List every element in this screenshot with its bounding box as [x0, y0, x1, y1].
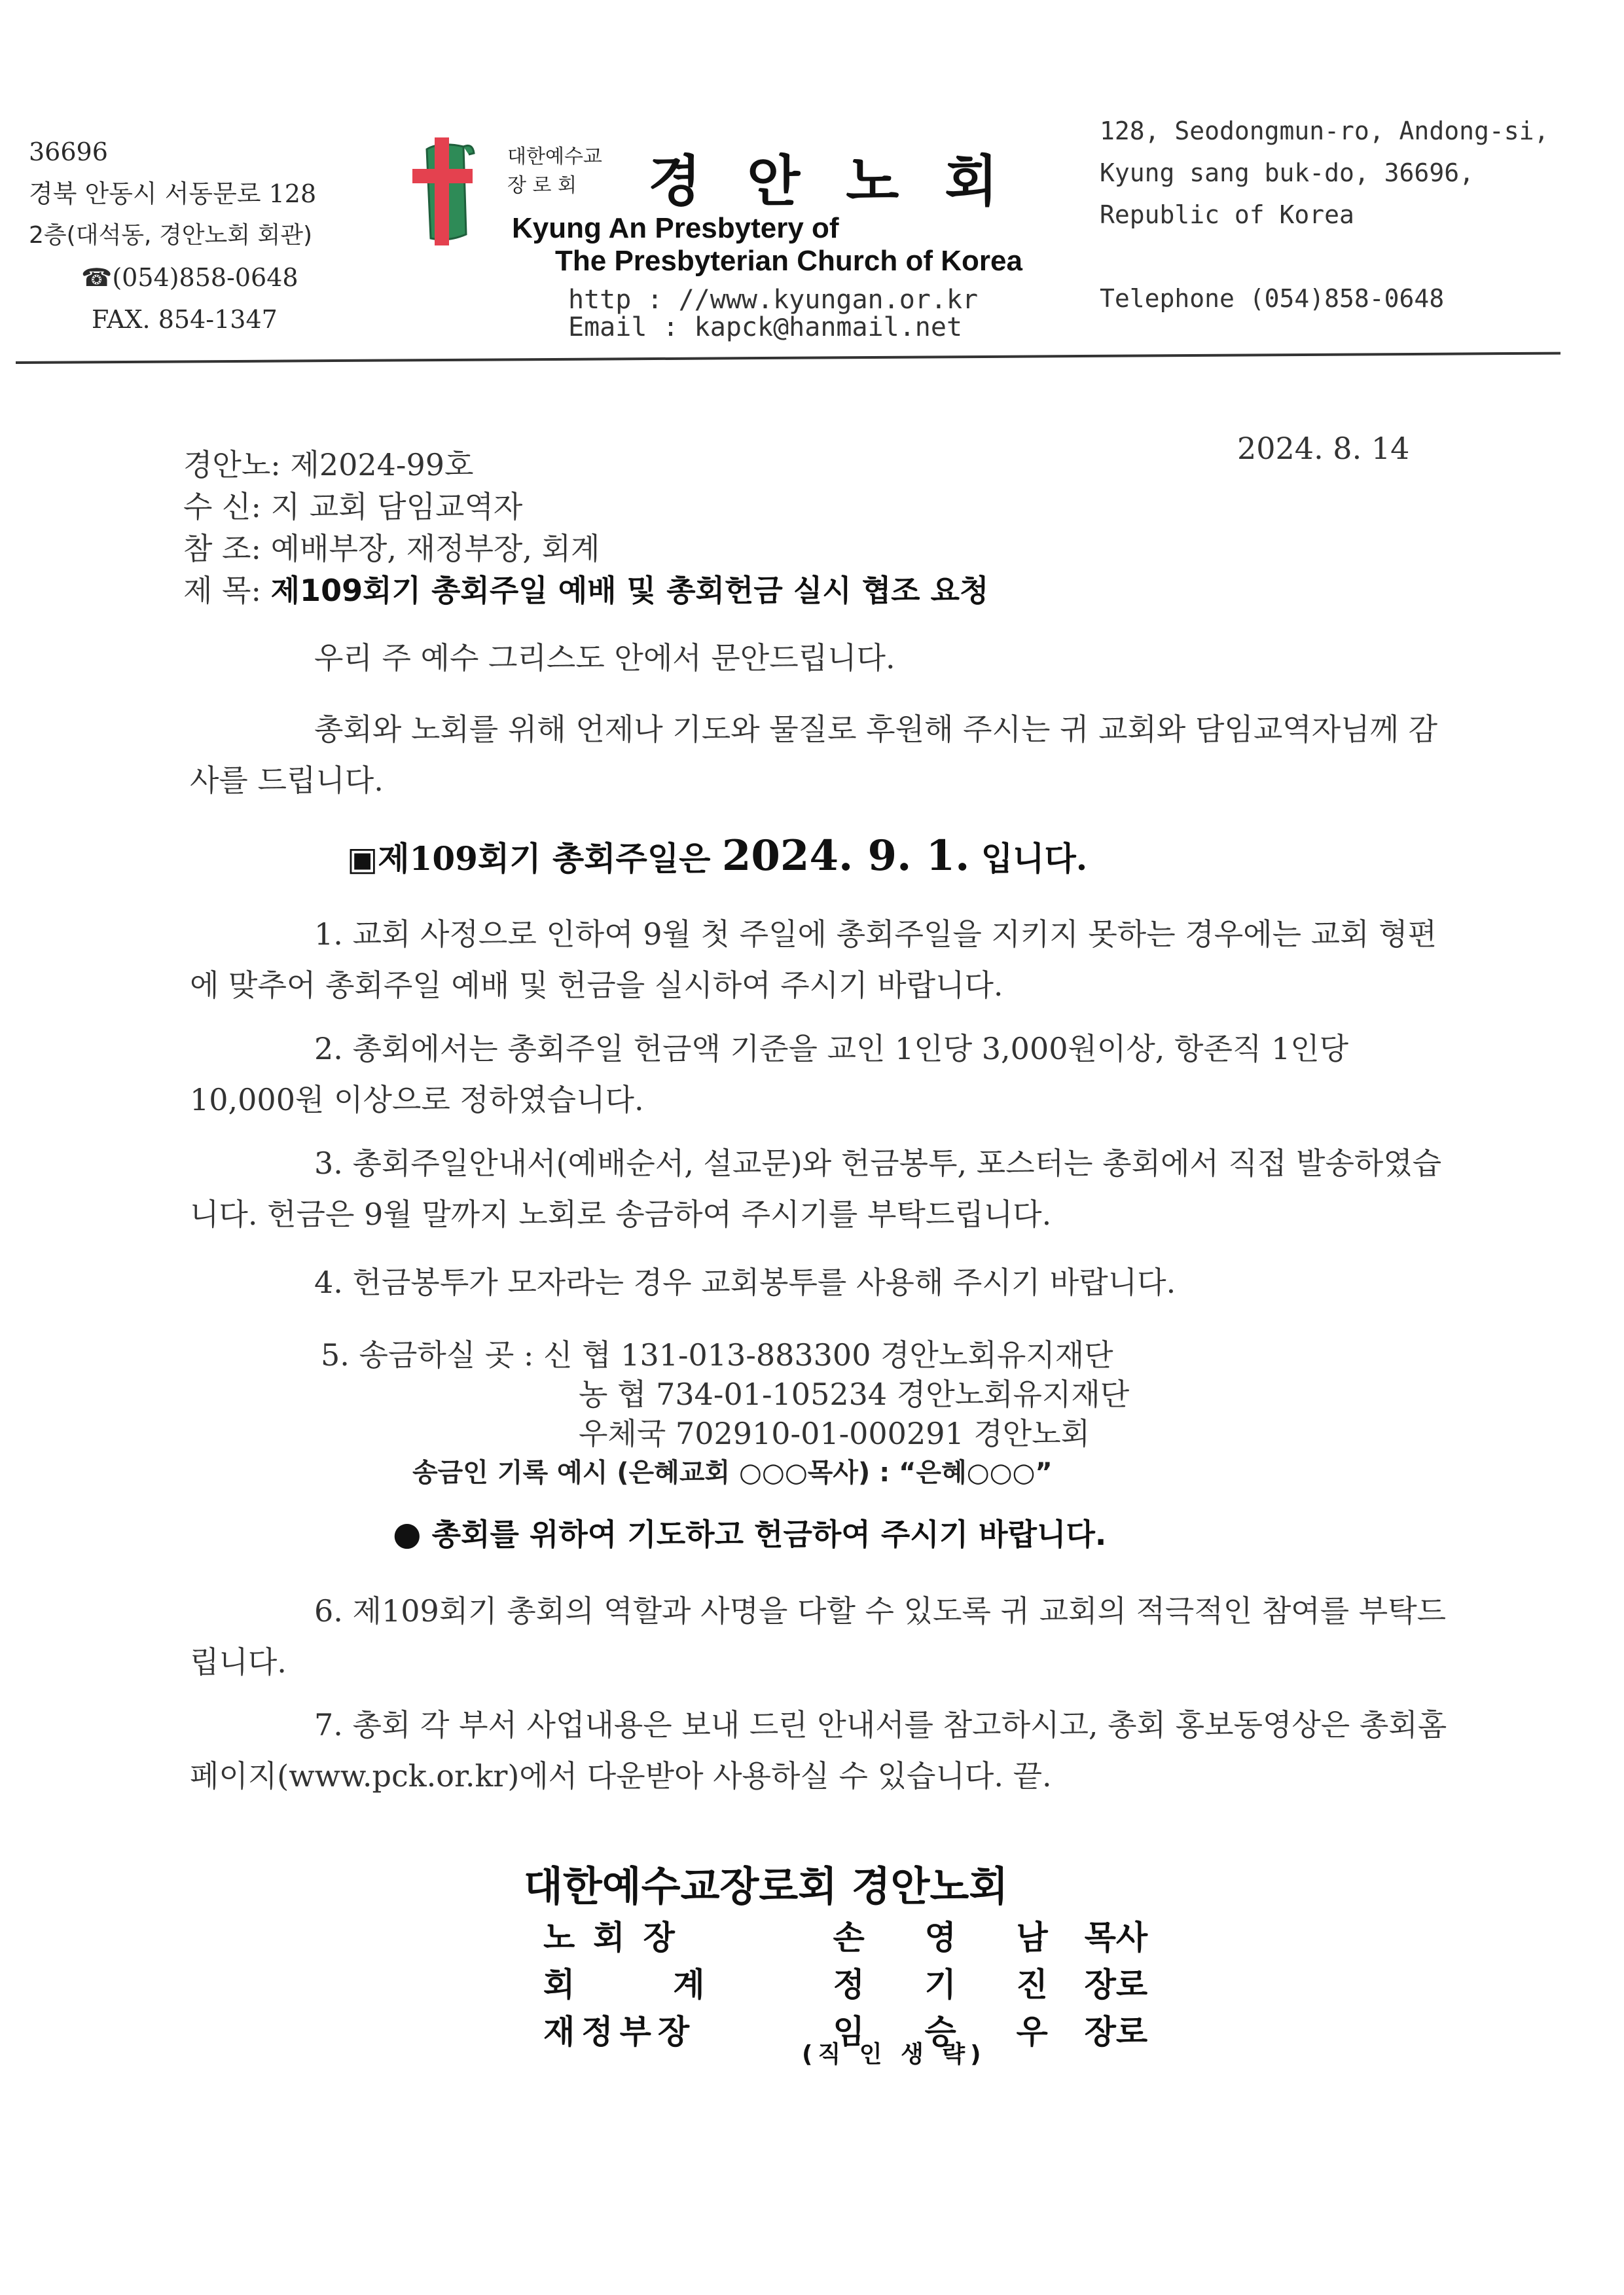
eng-address-3: Republic of Korea	[1100, 200, 1354, 229]
announce-post: 입니다.	[969, 839, 1088, 878]
signer-name-char: 승	[924, 2013, 956, 2051]
item-5-accounts	[321, 1335, 1129, 1453]
signer-role: 장로	[1084, 1966, 1148, 2004]
postal-code: 36696	[29, 137, 108, 166]
item-6: 6. 제109회기 총회의 역할과 사명을 다할 수 있도록 귀 교회의 적극적인 참여를 부탁드립니다.	[190, 1593, 1447, 1680]
prayer-text: 총회를 위하여 기도하고 헌금하여 주시기 바랍니다.	[431, 1517, 1107, 1552]
circle-bullet-icon: ●	[393, 1515, 422, 1553]
signer-name-char: 기	[924, 1966, 956, 2004]
doc-subject: 제109회기 총회주일 예배 및 총회헌금 실시 협조 요청	[270, 573, 989, 608]
org-small-line-2: 장 로 회	[507, 174, 577, 197]
remittance-example: 송금인 기록 예시 (은혜교회 ○○○목사) : “은혜○○○”	[412, 1458, 1053, 1488]
doc-date: 2024. 8. 14	[1237, 431, 1410, 466]
signer-role: 목사	[1084, 1919, 1148, 1957]
account-2: 농 협 734-01-105234 경안노회유지재단	[579, 1377, 1130, 1412]
eng-telephone: Telephone (054)858-0648	[1100, 284, 1445, 313]
email: Email : kapck@hanmail.net	[568, 312, 963, 342]
doc-subject-row	[183, 569, 988, 611]
header-right-address	[1100, 110, 1549, 319]
address-line-2: 2층(대석동, 경안노회 회관)	[29, 222, 313, 249]
signature-organization: 대한예수교장로회 경안노회	[524, 1862, 1009, 1910]
signer-name-char: 임	[833, 2013, 865, 2051]
doc-number: 경안노: 제2024-99호	[183, 447, 474, 482]
signature-row	[543, 1911, 1147, 1959]
thanks-paragraph: 총회와 노회를 위해 언제나 기도와 물질로 후원해 주시는 귀 교회와 담임교역자님께 감사를 드립니다.	[190, 712, 1438, 798]
item-5-label: 5. 송금하실 곳 :	[321, 1337, 544, 1373]
signer-name-char: 정	[833, 1966, 865, 2004]
website: http : //www.kyungan.or.kr	[568, 285, 979, 315]
item-1: 1. 교회 사정으로 인하여 9월 첫 주일에 총회주일을 지키지 못하는 경우에는 교회 형편에 맞추어 총회주일 예배 및 헌금을 실시하여 주시기 바랍니다.	[190, 916, 1437, 1003]
item-7: 7. 총회 각 부서 사업내용은 보내 드린 안내서를 참고하시고, 총회 홍보동영상은 총회홈페이지(www.pck.or.kr)에서 다운받아 사용하실 수 있습니다. 끝.	[190, 1707, 1447, 1794]
signer-title: 회계	[543, 1966, 803, 2004]
signer-title: 노회장	[543, 1919, 693, 1957]
item-3: 3. 총회주일안내서(예배순서, 설교문)와 헌금봉투, 포스터는 총회에서 직접 발송하였습니다. 헌금은 9월 말까지 노회로 송금하여 주시기를 부탁드립니다.	[190, 1146, 1442, 1232]
org-name: 경안노회	[648, 149, 1044, 213]
eng-address-1: 128, Seodongmun-ro, Andong-si,	[1100, 117, 1549, 145]
account-3: 우체국 702910-01-000291 경안노회	[579, 1416, 1091, 1451]
account-row	[321, 1335, 1129, 1375]
announce-date: 2024. 9. 1.	[721, 831, 970, 880]
org-small-name	[507, 143, 602, 200]
phone-number: ☎(054)858-0648	[81, 263, 298, 292]
address-line-1: 경북 안동시 서동문로 128	[29, 179, 317, 208]
signer-role: 장로	[1084, 2013, 1148, 2051]
signer-name-char: 손	[833, 1919, 865, 1957]
prayer-request	[393, 1511, 1106, 1554]
english-name-2: The Presbyterian Church of Korea	[555, 245, 1022, 277]
square-bullet-icon: ▣	[347, 840, 378, 878]
item-4: 4. 헌금봉투가 모자라는 경우 교회봉투를 사용해 주시기 바랍니다.	[314, 1265, 1176, 1300]
subject-label: 제 목:	[183, 573, 271, 608]
assembly-sunday-announcement	[347, 831, 1087, 880]
signer-name-char: 진	[1016, 1966, 1048, 2004]
header-left-address	[29, 131, 316, 340]
signer-name-char: 우	[1016, 2013, 1048, 2051]
doc-recipient: 수 신: 지 교회 담임교역자	[183, 489, 523, 524]
signature-row	[543, 1959, 1147, 2006]
fax-number: FAX. 854-1347	[92, 305, 278, 334]
eng-address-2: Kyung sang buk-do, 36696,	[1100, 158, 1474, 187]
seal-omitted-note: (직 인 생 략)	[802, 2041, 986, 2068]
announce-pre: 제109회기 총회주일은	[378, 839, 722, 878]
doc-meta	[183, 444, 988, 611]
doc-reference: 참 조: 예배부장, 재정부장, 회계	[183, 531, 600, 566]
item-2: 2. 총회에서는 총회주일 헌금액 기준을 교인 1인당 3,000원이상, 항존직 1인당 10,000원 이상으로 정하였습니다.	[190, 1031, 1349, 1117]
signature-table	[543, 1911, 1147, 2053]
org-small-line-1: 대한예수교	[507, 145, 602, 168]
signer-name-char: 남	[1016, 1919, 1048, 1957]
signer-name-char: 영	[924, 1919, 956, 1957]
account-1: 신 협 131-013-883300 경안노회유지재단	[543, 1337, 1113, 1373]
english-name-1: Kyung An Presbytery of	[512, 212, 839, 244]
signer-title: 재정부장	[543, 2013, 696, 2051]
header-divider	[16, 352, 1561, 364]
cross-scroll-logo-icon	[401, 136, 492, 247]
greeting: 우리 주 예수 그리스도 안에서 문안드립니다.	[314, 640, 895, 676]
